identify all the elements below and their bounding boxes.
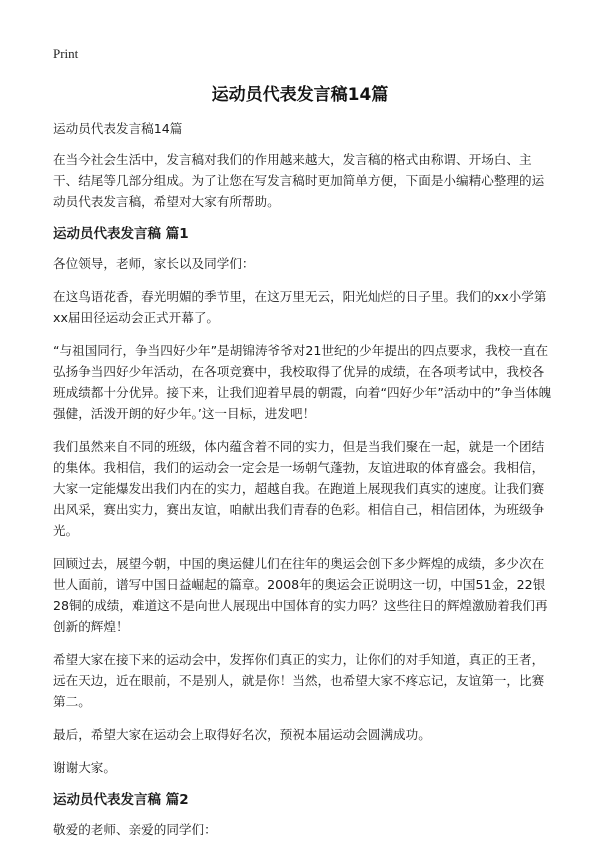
paragraph: 回顾过去，展望今朝，中国的奥运健儿们在往年的奥运会创下多少辉煌的成绩，多少次在世人面前，谱写中国日益崛起的篇章。2008年的奥运会正说明这一切，中国51金，22银28铜的成绩，难道这不是向世人展现出中国体育的实力吗？这些往日的辉煌激励着我们再创新的辉煌！ bbox=[53, 556, 548, 634]
paragraph: 敬爱的老师、亲爱的同学们： bbox=[53, 822, 217, 837]
intro-paragraph: 在当今社会生活中，发言稿对我们的作用越来越大，发言稿的格式由称谓、开场白、主干、结尾等几部分组成。为了让您在写发言稿时更加简单方便，下面是小编精心整理的运动员代表发言稿，希望对大家有所帮助。 bbox=[53, 152, 545, 209]
page-title: 运动员代表发言稿14篇 bbox=[211, 85, 389, 105]
paragraph: 各位领导，老师，家长以及同学们： bbox=[53, 256, 255, 271]
paragraph: 在这鸟语花香，春光明媚的季节里，在这万里无云，阳光灿烂的日子里。我们的xx小学第xx届田径运动会正式开幕了。 bbox=[53, 289, 547, 325]
article-subtitle: 运动员代表发言稿14篇 bbox=[53, 121, 183, 136]
section-heading-2: 运动员代表发言稿 篇2 bbox=[53, 792, 189, 808]
paragraph: 希望大家在接下来的运动会中，发挥你们真正的实力，让你们的对手知道，真正的王者，远在天边，近在眼前，不是别人，就是你！当然，也希望大家不疼忘记，友谊第一，比赛第二。 bbox=[53, 652, 545, 709]
paragraph: 我们虽然来自不同的班级，体内蕴含着不同的实力，但是当我们聚在一起，就是一个团结的集体。我相信，我们的运动会一定会是一场朝气蓬勃，友谊进取的体育盛会。我相信，大家一定能爆发出我们内在的实力，超越自我。在跑道上展现我们真实的速度。让我们赛出风采，赛出实力，赛出友谊，咱献出我们青春的色彩。相信自己，相信团体，为班级争光。 bbox=[53, 439, 545, 538]
paragraph: 谢谢大家。 bbox=[53, 760, 116, 775]
paragraph: 最后，希望大家在运动会上取得好名次，预祝本届运动会圆满成功。 bbox=[53, 727, 431, 742]
print-link[interactable]: Print bbox=[53, 46, 79, 61]
section-heading-1: 运动员代表发言稿 篇1 bbox=[53, 226, 189, 242]
article-body bbox=[53, 118, 553, 852]
paragraph: “与祖国同行，争当四好少年”是胡锦涛爷爷对21世纪的少年提出的四点要求，我校一直在弘扬争当四好少年活动，在各项竞赛中，我校取得了优异的成绩，在各项考试中，我校各班成绩都十分优异。接下来，让我们迎着早晨的朝霞，向着“四好少年”活动中的”争当体魄强健，活泼开朗的好少年。’这一目标，进发吧！ bbox=[53, 343, 552, 421]
